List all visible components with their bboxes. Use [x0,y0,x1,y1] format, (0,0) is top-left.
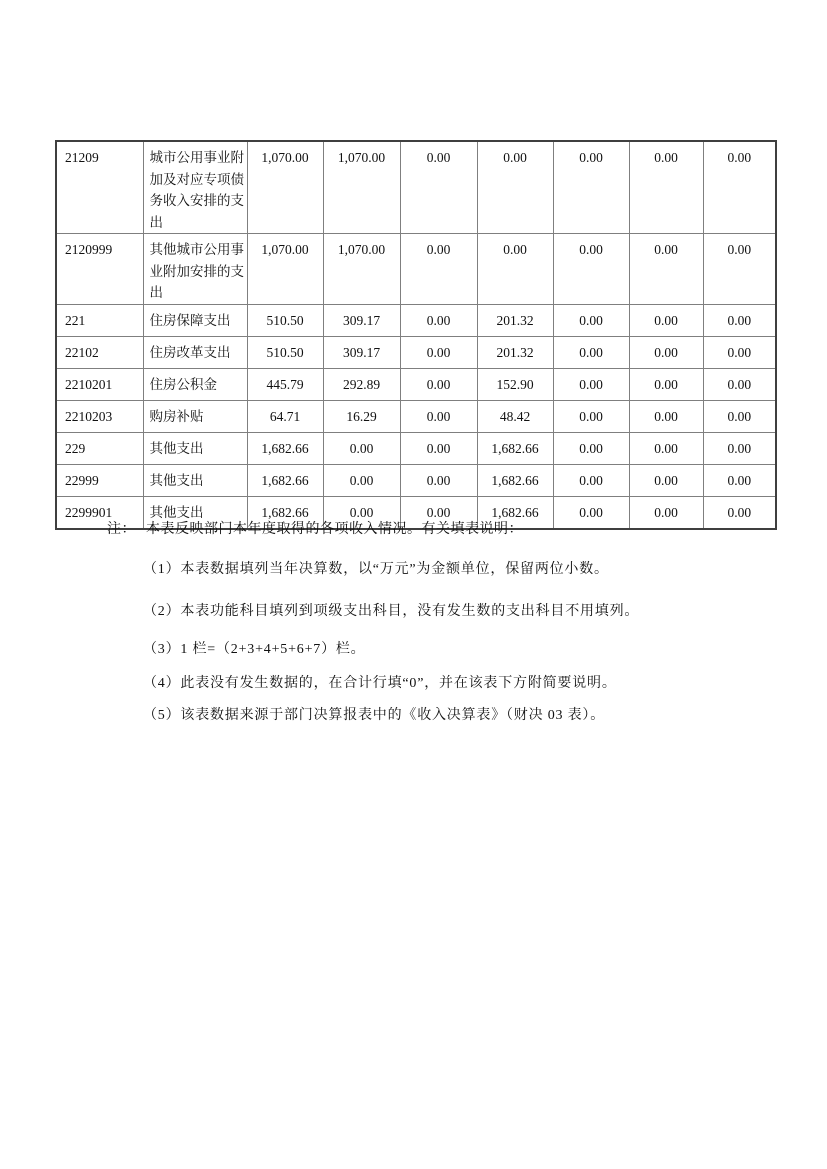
value-cell: 0.00 [323,432,400,464]
value-cell: 0.00 [553,141,629,234]
value-cell: 0.00 [400,234,477,305]
code-cell: 221 [56,304,143,336]
value-cell: 48.42 [477,400,553,432]
value-cell: 0.00 [400,400,477,432]
value-cell: 0.00 [629,336,703,368]
name-cell: 其他支出 [143,432,247,464]
table-body [56,141,776,529]
code-cell: 2210203 [56,400,143,432]
value-cell: 1,682.66 [477,496,553,529]
value-cell: 0.00 [553,400,629,432]
value-cell: 0.00 [400,141,477,234]
value-cell: 0.00 [703,336,776,368]
value-cell: 1,682.66 [247,432,323,464]
code-cell: 229 [56,432,143,464]
table-row [56,400,776,432]
note-item-3: （3）1 栏=（2+3+4+5+6+7）栏。 [143,642,366,657]
value-cell: 0.00 [553,432,629,464]
value-cell: 510.50 [247,304,323,336]
name-cell: 其他支出 [143,464,247,496]
value-cell: 0.00 [703,400,776,432]
code-cell: 2120999 [56,234,143,305]
value-cell: 0.00 [400,496,477,529]
value-cell: 0.00 [400,304,477,336]
value-cell: 0.00 [400,336,477,368]
value-cell: 0.00 [553,234,629,305]
value-cell: 16.29 [323,400,400,432]
note-item-4: （4）此表没有发生数据的，在合计行填“0”，并在该表下方附简要说明。 [143,676,617,691]
name-cell: 住房公积金 [143,368,247,400]
value-cell: 0.00 [703,141,776,234]
code-cell: 22102 [56,336,143,368]
value-cell: 510.50 [247,336,323,368]
value-cell: 201.32 [477,336,553,368]
value-cell: 1,070.00 [247,141,323,234]
value-cell: 445.79 [247,368,323,400]
value-cell: 0.00 [629,400,703,432]
note-item-2: （2）本表功能科目填列到项级支出科目，没有发生数的支出科目不用填列。 [143,604,640,619]
name-cell: 购房补贴 [143,400,247,432]
value-cell: 0.00 [553,336,629,368]
name-cell: 城市公用事业附加及对应专项债务收入安排的支出 [143,141,247,234]
value-cell: 1,682.66 [477,464,553,496]
value-cell: 152.90 [477,368,553,400]
value-cell: 0.00 [323,496,400,529]
notes-section [55,515,795,724]
value-cell: 0.00 [703,234,776,305]
value-cell: 0.00 [553,304,629,336]
table-row [56,141,776,234]
value-cell: 0.00 [400,432,477,464]
value-cell: 0.00 [553,496,629,529]
table-row [56,432,776,464]
table-row [56,336,776,368]
value-cell: 0.00 [400,464,477,496]
code-cell: 22999 [56,464,143,496]
code-cell: 2210201 [56,368,143,400]
value-cell: 64.71 [247,400,323,432]
table-row [56,368,776,400]
value-cell: 1,070.00 [323,141,400,234]
note-intro-text: 本表反映部门本年度取得的各项收入情况。有关填表说明： [146,522,523,537]
budget-expenditure-table [55,140,777,530]
value-cell: 309.17 [323,336,400,368]
note-item-5: （5）该表数据来源于部门决算报表中的《收入决算表》（财决 03 表）。 [143,708,605,723]
value-cell: 0.00 [629,141,703,234]
value-cell: 0.00 [703,496,776,529]
value-cell: 0.00 [629,464,703,496]
value-cell: 0.00 [629,234,703,305]
value-cell: 0.00 [703,304,776,336]
value-cell: 0.00 [703,368,776,400]
value-cell: 292.89 [323,368,400,400]
note-label: 注： [107,522,136,537]
value-cell: 0.00 [553,464,629,496]
value-cell: 309.17 [323,304,400,336]
value-cell: 1,070.00 [323,234,400,305]
value-cell: 201.32 [477,304,553,336]
value-cell: 0.00 [553,368,629,400]
name-cell: 其他支出 [143,496,247,529]
value-cell: 0.00 [477,141,553,234]
note-intro-line [55,522,795,538]
value-cell: 0.00 [323,464,400,496]
value-cell: 1,682.66 [247,496,323,529]
table-row [56,234,776,305]
code-cell: 2299901 [56,496,143,529]
value-cell: 0.00 [629,496,703,529]
name-cell: 其他城市公用事业附加安排的支出 [143,234,247,305]
table-row [56,304,776,336]
value-cell: 0.00 [703,432,776,464]
table-row [56,464,776,496]
name-cell: 住房改革支出 [143,336,247,368]
value-cell: 0.00 [629,432,703,464]
value-cell: 0.00 [629,368,703,400]
value-cell: 0.00 [703,464,776,496]
value-cell: 0.00 [477,234,553,305]
value-cell: 0.00 [629,304,703,336]
value-cell: 1,682.66 [247,464,323,496]
name-cell: 住房保障支出 [143,304,247,336]
value-cell: 1,682.66 [477,432,553,464]
code-cell: 21209 [56,141,143,234]
value-cell: 0.00 [400,368,477,400]
note-item-1: （1）本表数据填列当年决算数，以“万元”为金额单位，保留两位小数。 [143,562,609,577]
value-cell: 1,070.00 [247,234,323,305]
